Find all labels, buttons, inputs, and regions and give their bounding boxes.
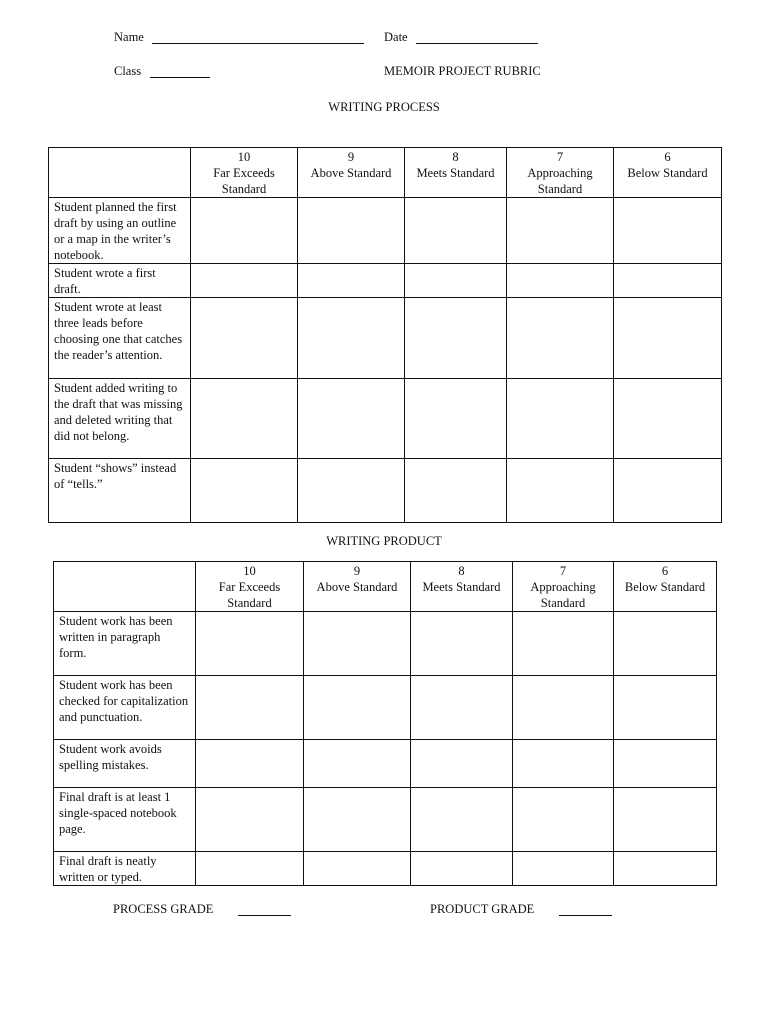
level-header-7 bbox=[507, 148, 614, 198]
product-grade-field-line[interactable] bbox=[559, 915, 612, 916]
process-header-row bbox=[49, 148, 722, 198]
criterion-cell: Student wrote a first draft. bbox=[49, 264, 191, 298]
criterion-cell: Student work avoids spelling mistakes. bbox=[54, 740, 196, 788]
level-score: 9 bbox=[353, 564, 361, 578]
name-field-line[interactable] bbox=[152, 43, 364, 44]
level-label: Above Standard bbox=[310, 166, 392, 180]
level-score: 9 bbox=[347, 150, 355, 164]
score-cell-9[interactable] bbox=[304, 852, 411, 886]
table-row bbox=[54, 788, 717, 852]
table-row bbox=[54, 676, 717, 740]
table-row bbox=[49, 459, 722, 523]
level-score: 6 bbox=[664, 150, 671, 164]
level-score: 10 bbox=[237, 150, 251, 164]
score-cell-7[interactable] bbox=[507, 298, 614, 379]
level-header-6 bbox=[614, 148, 722, 198]
process-grade-label: PROCESS GRADE bbox=[113, 902, 214, 916]
score-cell-6[interactable] bbox=[614, 379, 722, 459]
score-cell-6[interactable] bbox=[614, 612, 717, 676]
score-cell-10[interactable] bbox=[191, 459, 298, 523]
score-cell-6[interactable] bbox=[614, 264, 722, 298]
level-header-9 bbox=[298, 148, 405, 198]
score-cell-10[interactable] bbox=[196, 612, 304, 676]
score-cell-7[interactable] bbox=[507, 459, 614, 523]
level-score: 7 bbox=[559, 564, 567, 578]
score-cell-7[interactable] bbox=[513, 852, 614, 886]
score-cell-7[interactable] bbox=[507, 198, 614, 264]
score-cell-8[interactable] bbox=[411, 788, 513, 852]
table-row bbox=[54, 740, 717, 788]
level-label: Below Standard bbox=[624, 580, 706, 594]
score-cell-7[interactable] bbox=[513, 612, 614, 676]
level-score: 8 bbox=[452, 150, 459, 164]
level-header-6 bbox=[614, 562, 717, 612]
score-cell-8[interactable] bbox=[411, 612, 513, 676]
score-cell-7[interactable] bbox=[513, 676, 614, 740]
criteria-header-cell bbox=[54, 562, 196, 612]
class-field-line[interactable] bbox=[150, 77, 210, 78]
level-label: Far Exceeds Standard bbox=[213, 166, 275, 196]
score-cell-10[interactable] bbox=[191, 198, 298, 264]
score-cell-10[interactable] bbox=[191, 264, 298, 298]
score-cell-9[interactable] bbox=[298, 264, 405, 298]
score-cell-9[interactable] bbox=[298, 459, 405, 523]
level-header-10 bbox=[196, 562, 304, 612]
score-cell-6[interactable] bbox=[614, 740, 717, 788]
criterion-cell: Student work has been checked for capitalization and punctuation. bbox=[54, 676, 196, 740]
process-section-title: WRITING PROCESS bbox=[328, 100, 440, 114]
score-cell-9[interactable] bbox=[298, 298, 405, 379]
table-row bbox=[49, 264, 722, 298]
table-row bbox=[54, 852, 717, 886]
score-cell-8[interactable] bbox=[405, 264, 507, 298]
score-cell-9[interactable] bbox=[298, 379, 405, 459]
level-label: Approaching Standard bbox=[530, 580, 596, 610]
score-cell-7[interactable] bbox=[507, 379, 614, 459]
criterion-cell: Final draft is neatly written or typed. bbox=[54, 852, 196, 886]
level-header-8 bbox=[405, 148, 507, 198]
criterion-cell: Student added writing to the draft that was missing and deleted writing that did not belong. bbox=[49, 379, 191, 459]
level-label: Meets Standard bbox=[416, 166, 495, 180]
level-header-10 bbox=[191, 148, 298, 198]
score-cell-8[interactable] bbox=[405, 379, 507, 459]
level-header-8 bbox=[411, 562, 513, 612]
table-row bbox=[49, 298, 722, 379]
class-label: Class bbox=[114, 64, 142, 78]
date-field-line[interactable] bbox=[416, 43, 538, 44]
score-cell-7[interactable] bbox=[507, 264, 614, 298]
score-cell-10[interactable] bbox=[196, 740, 304, 788]
score-cell-9[interactable] bbox=[298, 198, 405, 264]
criterion-cell: Student work has been written in paragraph form. bbox=[54, 612, 196, 676]
score-cell-8[interactable] bbox=[405, 298, 507, 379]
name-label: Name bbox=[114, 30, 144, 44]
level-score: 10 bbox=[243, 564, 256, 578]
score-cell-6[interactable] bbox=[614, 298, 722, 379]
process-rubric-table bbox=[48, 147, 722, 523]
criterion-cell: Student planned the first draft by using an outline or a map in the writer’s notebook. bbox=[49, 198, 191, 264]
score-cell-10[interactable] bbox=[196, 788, 304, 852]
level-header-9 bbox=[304, 562, 411, 612]
score-cell-9[interactable] bbox=[304, 788, 411, 852]
score-cell-8[interactable] bbox=[411, 852, 513, 886]
score-cell-6[interactable] bbox=[614, 788, 717, 852]
level-label: Below Standard bbox=[627, 166, 708, 180]
score-cell-8[interactable] bbox=[411, 740, 513, 788]
product-grade-label: PRODUCT GRADE bbox=[430, 902, 535, 916]
score-cell-8[interactable] bbox=[405, 198, 507, 264]
criteria-header-cell bbox=[49, 148, 191, 198]
criterion-cell: Student “shows” instead of “tells.” bbox=[49, 459, 191, 523]
score-cell-10[interactable] bbox=[196, 852, 304, 886]
level-header-7 bbox=[513, 562, 614, 612]
process-grade-field-line[interactable] bbox=[238, 915, 291, 916]
score-cell-6[interactable] bbox=[614, 676, 717, 740]
score-cell-8[interactable] bbox=[411, 676, 513, 740]
score-cell-10[interactable] bbox=[191, 298, 298, 379]
score-cell-7[interactable] bbox=[513, 788, 614, 852]
table-row bbox=[49, 198, 722, 264]
table-row bbox=[49, 379, 722, 459]
product-rubric-table bbox=[53, 561, 717, 886]
level-label: Meets Standard bbox=[422, 580, 501, 594]
level-label: Above Standard bbox=[316, 580, 398, 594]
level-score: 8 bbox=[458, 564, 465, 578]
score-cell-7[interactable] bbox=[513, 740, 614, 788]
score-cell-10[interactable] bbox=[196, 676, 304, 740]
score-cell-6[interactable] bbox=[614, 198, 722, 264]
score-cell-9[interactable] bbox=[304, 676, 411, 740]
product-header-row bbox=[54, 562, 717, 612]
criterion-cell: Student wrote at least three leads before choosing one that catches the reader’s attention. bbox=[49, 298, 191, 379]
level-label: Far Exceeds Standard bbox=[218, 580, 281, 610]
date-label: Date bbox=[384, 30, 408, 44]
table-row bbox=[54, 612, 717, 676]
criterion-cell: Final draft is at least 1 single-spaced notebook page. bbox=[54, 788, 196, 852]
page-title: MEMOIR PROJECT RUBRIC bbox=[384, 64, 541, 78]
level-label: Approaching Standard bbox=[527, 166, 593, 196]
score-cell-9[interactable] bbox=[304, 740, 411, 788]
level-score: 7 bbox=[556, 150, 564, 164]
score-cell-10[interactable] bbox=[191, 379, 298, 459]
level-score: 6 bbox=[661, 564, 669, 578]
product-section-title: WRITING PRODUCT bbox=[326, 534, 442, 548]
score-cell-9[interactable] bbox=[304, 612, 411, 676]
score-cell-6[interactable] bbox=[614, 852, 717, 886]
score-cell-6[interactable] bbox=[614, 459, 722, 523]
score-cell-8[interactable] bbox=[405, 459, 507, 523]
